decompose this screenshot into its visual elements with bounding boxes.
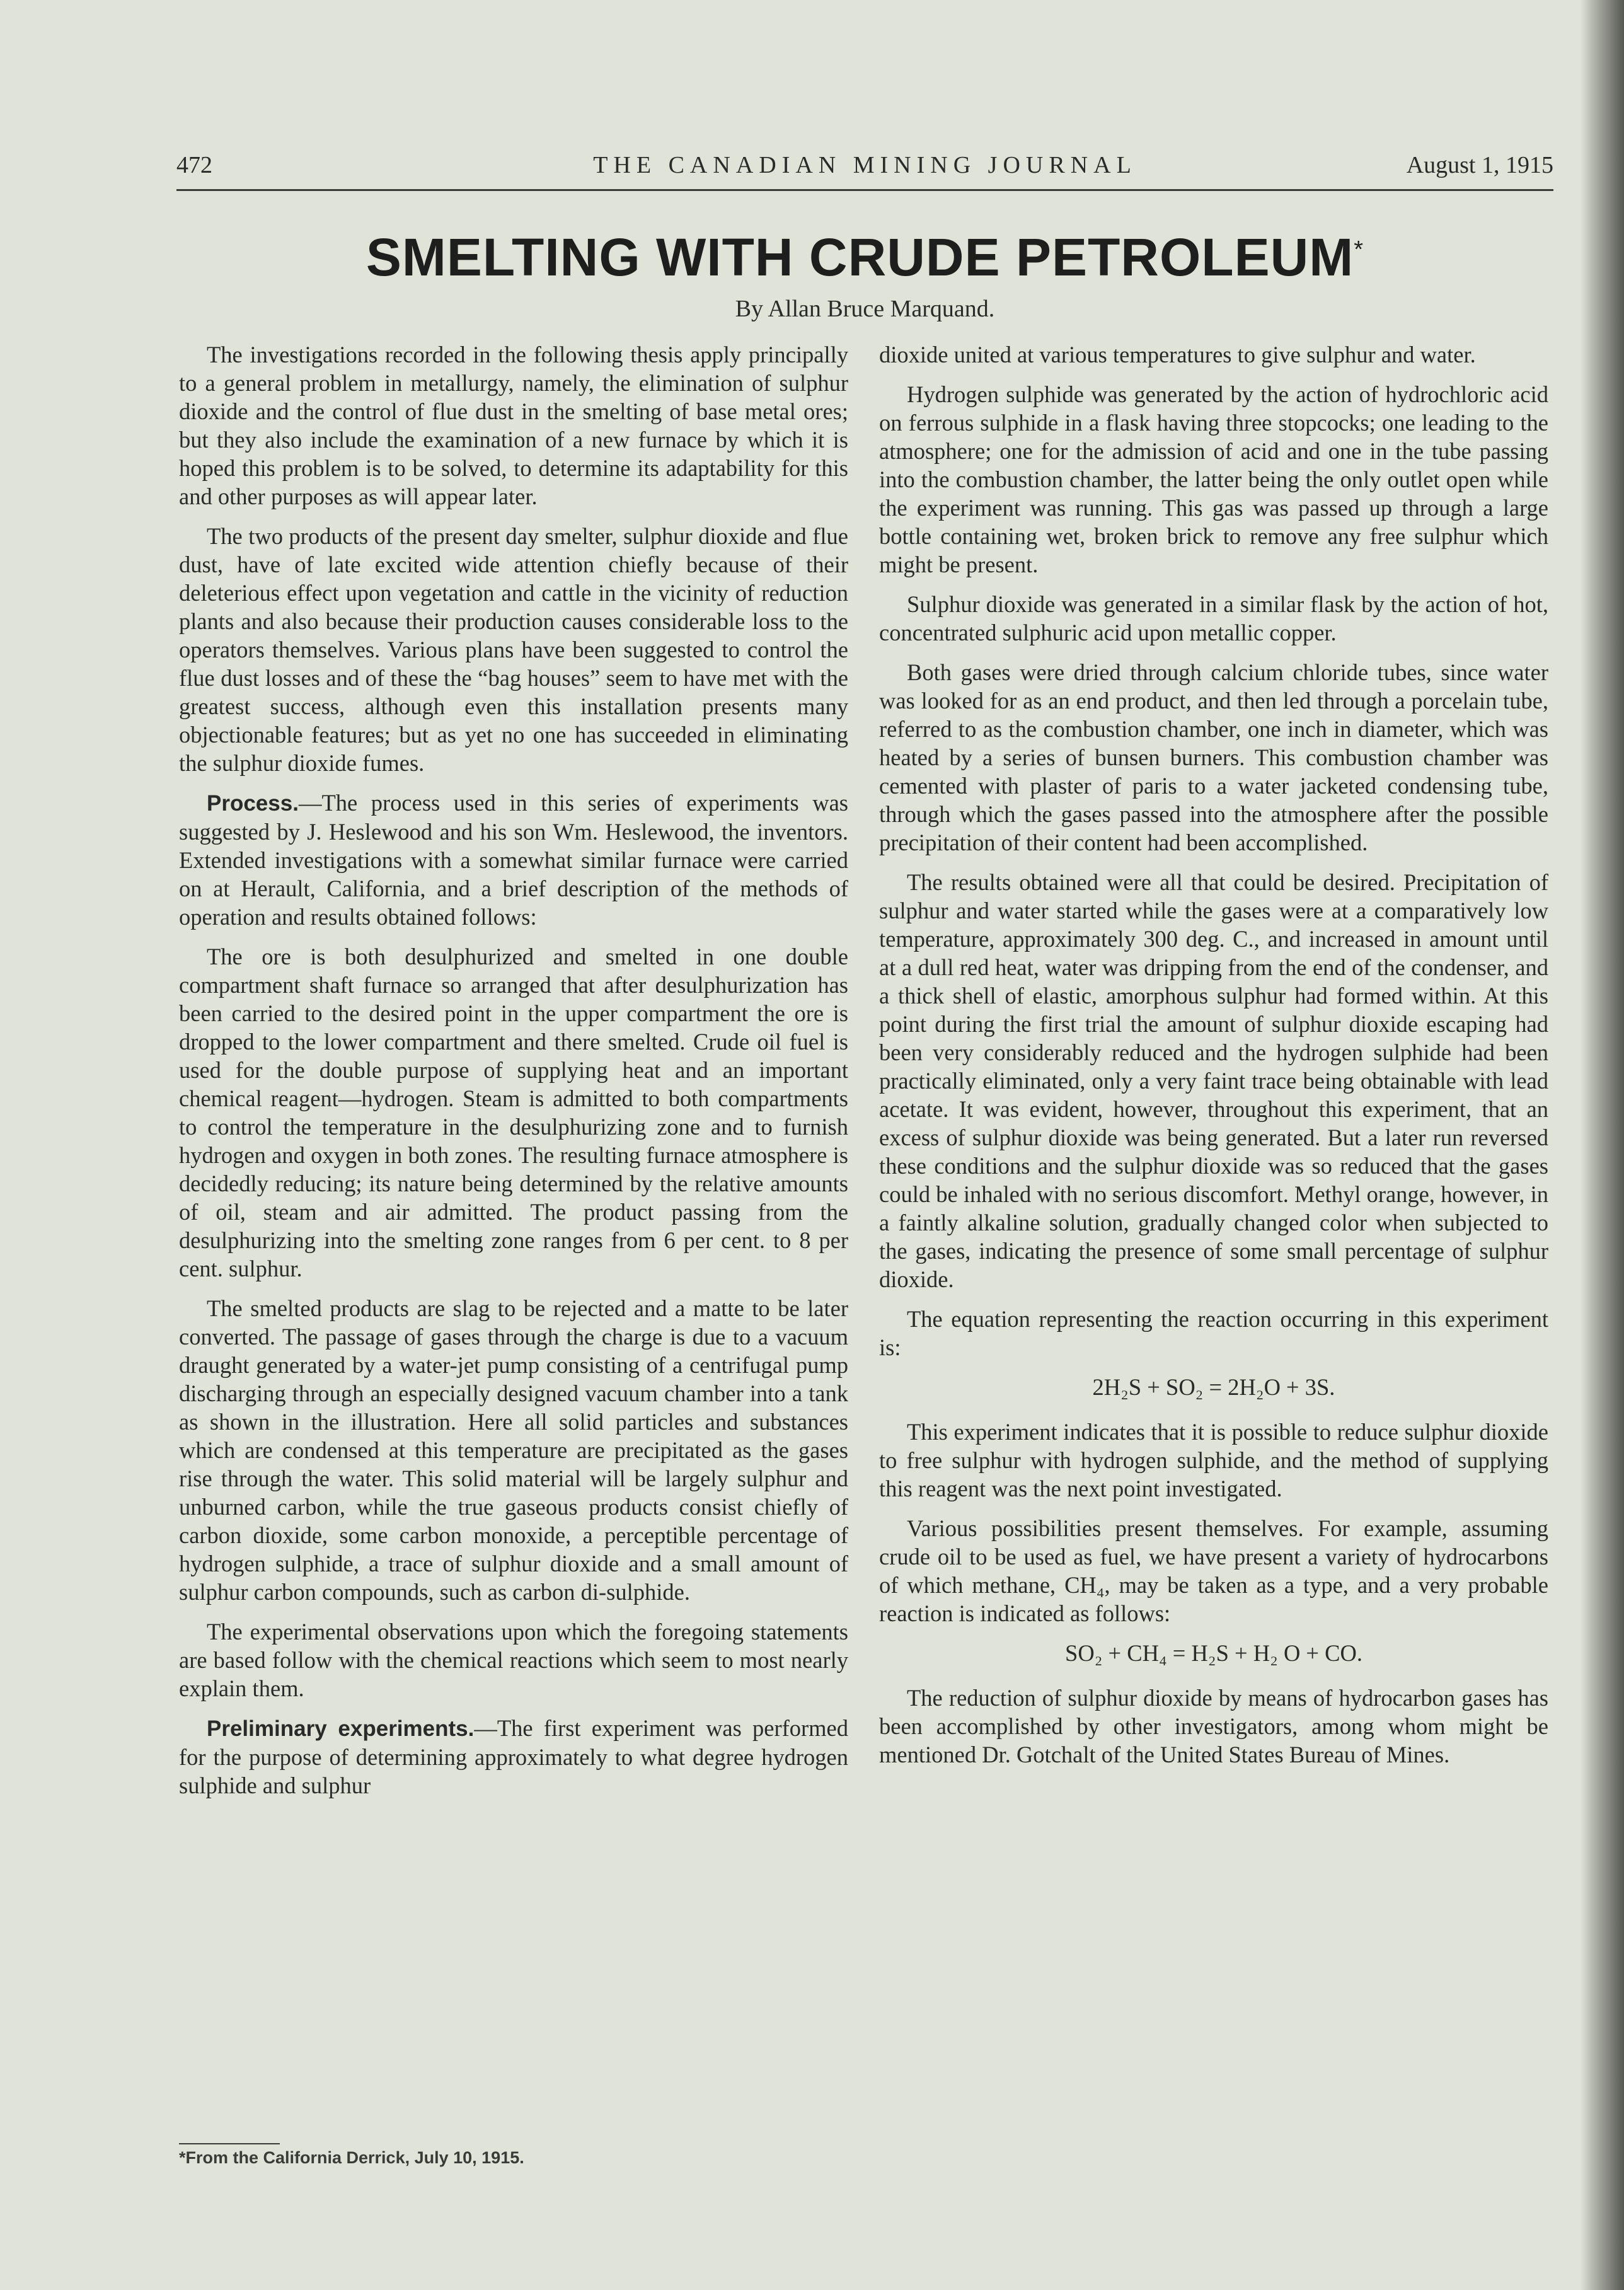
article-title — [176, 227, 1553, 288]
article-title-text: SMELTING WITH CRUDE PETROLEUM — [366, 228, 1354, 287]
footnote-rule — [179, 2143, 280, 2144]
journal-title: THE CANADIAN MINING JOURNAL — [593, 152, 1137, 178]
paragraph: The investigations recorded in the following thesis apply principally to a general problem in metallurgy, namely, the elimination of sulphur dioxide and the control of flue dust in the smelting of base metal ores; but they also include the examination of a new furnace by which it is hoped this problem is to be solved, to determine its adaptability for this and other purposes as will appear later. — [179, 342, 848, 509]
byline: By Allan Bruce Marquand. — [735, 296, 995, 322]
title-footnote-mark: * — [1354, 236, 1364, 263]
equation: 2H₂S + SO₂ = 2H₂O + 3S. — [1092, 1374, 1335, 1400]
paragraph: Hydrogen sulphide was generated by the action of hydrochloric acid on ferrous sulphide in a flask having three stopcocks; one leading to the atmosphere; one for the admission of acid and one in the tube passing into the combustion chamber, the latter being the only outlet open while the experiment was running. This gas was passed up through a large bottle containing wet, broken brick to remove any free sulphur which might be present. — [879, 381, 1548, 577]
running-header — [176, 151, 1553, 191]
paragraph: Both gases were dried through calcium chloride tubes, since water was looked for as an end product, and then led through a porcelain tube, referred to as the combustion chamber, one inch in diameter, which was heated by a series of bunsen burners. This combustion chamber was cemented with plaster of paris to a water jacketed condensing tube, through which the gases passed into the atmosphere after the possible precipitation of their content had been accomplished. — [879, 659, 1548, 855]
paragraph: Sulphur dioxide was generated in a similar flask by the action of hot, concentrated sulphuric acid upon metallic copper. — [879, 591, 1548, 645]
paragraph: This experiment indicates that it is possible to reduce sulphur dioxide to free sulphur with hydrogen sulphide, and the method of supplying this reagent was the next point investigated. — [879, 1419, 1548, 1501]
preliminary-heading: Preliminary experiments. — [207, 1716, 475, 1741]
process-paragraph — [179, 789, 848, 931]
paragraph: The equation representing the reaction occurring in this experiment is: — [879, 1306, 1548, 1360]
preliminary-text: —The first experiment was performed for the purpose of determining approximately to what degree hydrogen sulphide and sulphur — [179, 1715, 848, 1798]
process-text: —The process used in this series of experiments was suggested by J. Heslewood and his son Wm. Heslewood, the inventors. Extended investigations with a somewhat similar furnace were carried on at Herault, California, and a brief description of the methods of operation and results obtained follows: — [179, 790, 848, 930]
preliminary-paragraph — [179, 1714, 848, 1800]
page-edge-shadow — [1580, 0, 1624, 2290]
paragraph: The reduction of sulphur dioxide by means of hydrocarbon gases has been accomplished by other investigators, among whom might be mentioned Dr. Gotchalt of the United States Bureau of Mines. — [879, 1685, 1548, 1767]
issue-date: August 1, 1915 — [1406, 152, 1553, 178]
footnote: *From the California Derrick, July 10, 1915. — [179, 2148, 524, 2167]
equation: SO₂ + CH₄ = H₂S + H₂ O + CO. — [1065, 1640, 1362, 1666]
page-number: 472 — [176, 152, 212, 178]
left-column — [179, 340, 848, 2168]
process-heading: Process. — [207, 791, 299, 816]
paragraph: The two products of the present day smelter, sulphur dioxide and flue dust, have of late excited wide attention chiefly because of their deleterious effect upon vegetation and cattle in the vicinity of reduction plants and also because their production causes considerable loss to the operators themselves. Various plans have been suggested to control the flue dust losses and of these the “bag houses” seem to have met with the greatest success, although even this installation presents many objectionable features; but as yet no one has succeeded in eliminating the sulphur dioxide fumes. — [179, 523, 848, 776]
paragraph: The experimental observations upon which the foregoing statements are based follow with the chemical reactions which seem to most nearly explain them. — [179, 1619, 848, 1701]
paragraph: The ore is both desulphurized and smelted in one double compartment shaft furnace so arranged that after desulphurization has been carried to the desired point in the upper compartment the ore is dropped to the lower compartment and there smelted. Crude oil fuel is used for the double purpose of supplying heat and an important chemical reagent—hydrogen. Steam is admitted to both compartments to control the temperature in the desulphurizing zone and to furnish hydrogen and oxygen in both zones. The resulting furnace atmosphere is decidedly reducing; its nature being determined by the relative amounts of oil, steam and air admitted. The product passing from the desulphurizing into the smelting zone ranges from 6 per cent. to 8 per cent. sulphur. — [179, 944, 848, 1281]
paragraph: Various possibilities present themselves. For example, assuming crude oil to be used as fuel, we have present a variety of hydrocarbons of which methane, CH₄, may be taken as a type, and a very probable reaction is indicated as follows: — [879, 1515, 1548, 1626]
continued-paragraph: dioxide united at various temperatures to give sulphur and water. — [879, 342, 1476, 367]
paragraph: The results obtained were all that could be desired. Precipitation of sulphur and water started while the gases were at a comparatively low temperature, approximately 300 deg. C., and increased in amount until at a dull red heat, water was dripping from the end of the condenser, and a thick shell of elastic, amorphous sulphur had formed within. At this point during the first trial the amount of sulphur dioxide escaping had been very considerably reduced and the hydrogen sulphide had been practically eliminated, only a very faint trace being obtainable with lead acetate. It was evident, however, throughout this experiment, that an excess of sulphur dioxide was being generated. But a later run reversed these conditions and the sulphur dioxide was so reduced that the gases could be inhaled with no serious discomfort. Methyl orange, however, in a faintly alkaline solution, gradually changed color when subjected to the gases, indicating the presence of some small percentage of sulphur dioxide. — [879, 869, 1548, 1292]
right-column — [879, 340, 1548, 2168]
paragraph: The smelted products are slag to be rejected and a matte to be later converted. The passage of gases through the charge is due to a vacuum draught generated by a water-jet pump consisting of a centrifugal pump discharging through an especially designed vacuum chamber into a tank as shown in the illustration. Here all solid particles and substances which are condensed at this temperature are precipitated as the gases rise through the water. This solid material will be largely sulphur and unburned carbon, while the true gaseous products consist chiefly of carbon dioxide, some carbon monoxide, a perceptible percentage of hydrogen sulphide, a trace of sulphur dioxide and a small amount of sulphur carbon compounds, such as carbon di-sulphide. — [179, 1295, 848, 1605]
